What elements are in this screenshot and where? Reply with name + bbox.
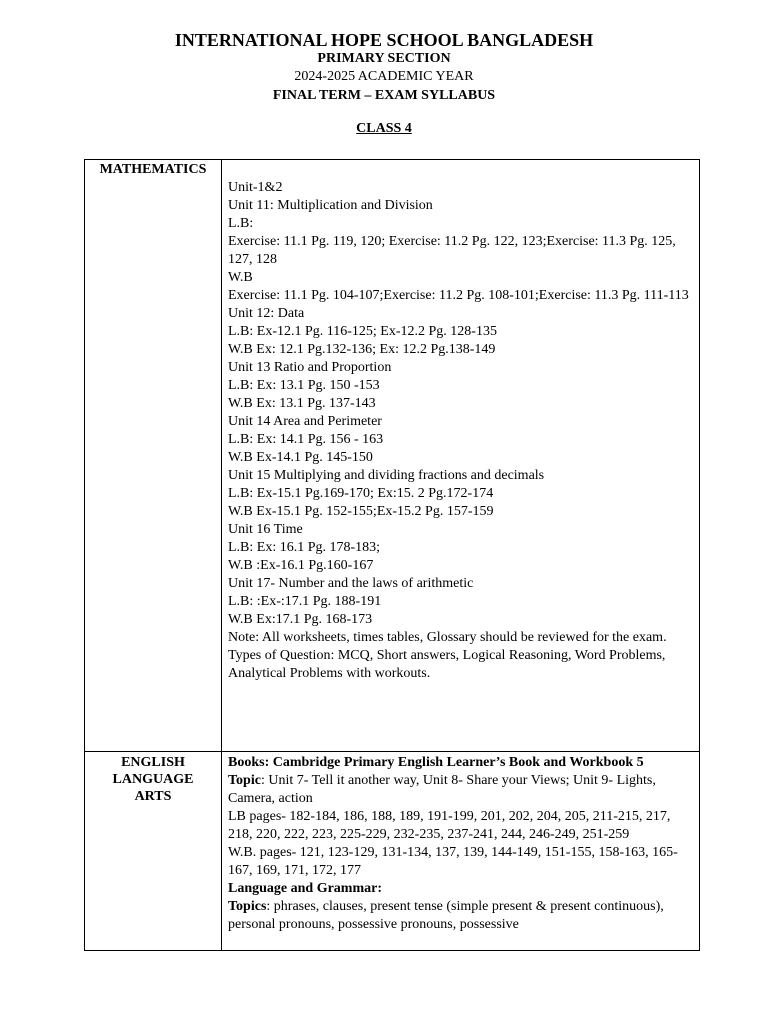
topics-text: : phrases, clauses, present tense (simple present & present continuous), personal pronouns, possessive pronouns, possessive	[228, 899, 664, 932]
exam-title: FINAL TERM – EXAM SYLLABUS	[272, 88, 496, 103]
syllabus-line: W.B	[228, 270, 253, 285]
school-name: INTERNATIONAL HOPE SCHOOL BANGLADESH	[174, 30, 594, 50]
syllabus-line: W.B :Ex-16.1 Pg.160-167	[228, 558, 374, 573]
syllabus-line: L.B: Ex: 14.1 Pg. 156 - 163	[228, 432, 384, 447]
syllabus-table	[84, 159, 700, 951]
subject-name-line: ENGLISH	[121, 755, 185, 770]
lb-pages-line: LB pages- 182-184, 186, 188, 189, 191-199, 201, 202, 204, 205, 211-215, 217, 218, 220, 222, 223, 225-229, 232-235, 237-241, 244, 246-249, 251-259	[228, 809, 671, 842]
syllabus-line: W.B Ex-14.1 Pg. 145-150	[228, 450, 373, 465]
syllabus-line: Exercise: 11.1 Pg. 104-107;Exercise: 11.2 Pg. 108-101;Exercise: 11.3 Pg. 111-113	[228, 288, 689, 303]
syllabus-line: W.B Ex:17.1 Pg. 168-173	[228, 612, 373, 627]
syllabus-line: Unit 17- Number and the laws of arithmetic	[228, 576, 474, 591]
syllabus-line: Unit 14 Area and Perimeter	[228, 414, 382, 429]
grammar-heading-text: Language and Grammar:	[228, 881, 382, 896]
topics-line	[228, 898, 693, 934]
syllabus-line: L.B:	[228, 216, 254, 231]
syllabus-line: Unit 12: Data	[228, 306, 305, 321]
syllabus-line: L.B: Ex: 16.1 Pg. 178-183;	[228, 540, 381, 555]
subject-name-line: LANGUAGE	[112, 772, 194, 787]
subject-cell	[85, 752, 222, 951]
topics-label: Topics	[228, 899, 267, 914]
syllabus-line: W.B Ex-15.1 Pg. 152-155;Ex-15.2 Pg. 157-159	[228, 504, 494, 519]
table-row-english	[85, 752, 700, 951]
syllabus-line: L.B: Ex-15.1 Pg.169-170; Ex:15. 2 Pg.172-174	[228, 486, 494, 501]
subject-name-line: ARTS	[134, 789, 172, 804]
class-title: CLASS 4	[356, 121, 412, 136]
subject-cell	[85, 160, 222, 752]
syllabus-line: W.B Ex: 13.1 Pg. 137-143	[228, 396, 376, 411]
topic-line	[228, 772, 693, 808]
topic-text: : Unit 7- Tell it another way, Unit 8- Share your Views; Unit 9- Lights, Camera, action	[228, 773, 656, 806]
syllabus-line: Unit 11: Multiplication and Division	[228, 198, 433, 213]
syllabus-line: Unit 13 Ratio and Proportion	[228, 360, 392, 375]
syllabus-line: W.B Ex: 12.1 Pg.132-136; Ex: 12.2 Pg.138-149	[228, 342, 496, 357]
syllabus-line: L.B: Ex: 13.1 Pg. 150 -153	[228, 378, 380, 393]
syllabus-content-mathematics	[222, 160, 700, 752]
subject-name: MATHEMATICS	[99, 162, 207, 177]
topic-label: Topic	[228, 773, 261, 788]
books-line	[228, 754, 693, 772]
note-line: Note: All worksheets, times tables, Glossary should be reviewed for the exam.	[228, 630, 667, 645]
syllabus-line: L.B: Ex-12.1 Pg. 116-125; Ex-12.2 Pg. 128-135	[228, 324, 497, 339]
syllabus-line: Unit-1&2	[228, 180, 283, 195]
question-types-line: Types of Question: MCQ, Short answers, Logical Reasoning, Word Problems, Analytical Problems with workouts.	[228, 648, 666, 681]
academic-year: 2024-2025 ACADEMIC YEAR	[294, 69, 474, 84]
wb-pages-line: W.B. pages- 121, 123-129, 131-134, 137, 139, 144-149, 151-155, 158-163, 165-167, 169, 171, 172, 177	[228, 845, 678, 878]
syllabus-line: Unit 16 Time	[228, 522, 303, 537]
syllabus-line: Exercise: 11.1 Pg. 119, 120; Exercise: 11.2 Pg. 122, 123;Exercise: 11.3 Pg. 125, 127, 128	[228, 234, 676, 267]
table-row-mathematics	[85, 160, 700, 752]
syllabus-line: Unit 15 Multiplying and dividing fractions and decimals	[228, 468, 545, 483]
books-text: Books: Cambridge Primary English Learner’s Book and Workbook 5	[228, 755, 644, 770]
syllabus-line: L.B: :Ex-:17.1 Pg. 188-191	[228, 594, 382, 609]
grammar-heading	[228, 880, 693, 898]
syllabus-content-english	[222, 752, 700, 951]
section-title: PRIMARY SECTION	[317, 51, 451, 66]
